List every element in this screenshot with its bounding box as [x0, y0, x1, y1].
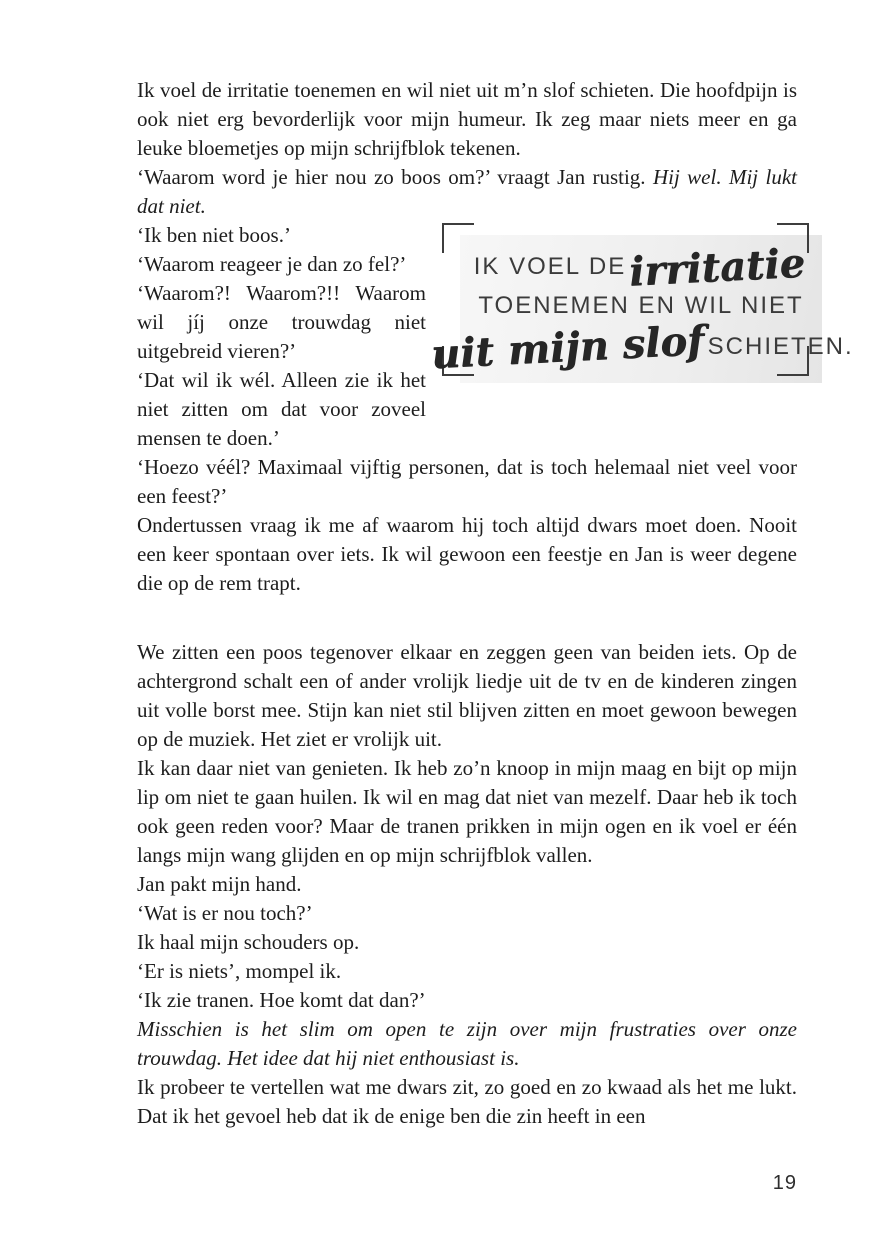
- paragraph: [137, 899, 797, 928]
- paragraph: [137, 957, 797, 986]
- text-run: ‘Dat wil ik wél. Alleen zie ik het niet zitten om dat voor zoveel mensen te doen.’: [137, 368, 426, 450]
- paragraph: [137, 76, 797, 163]
- text-run: ‘Hoezo véél? Maximaal vijftig personen, dat is toch helemaal niet veel voor een feest?’: [137, 455, 797, 508]
- paragraph: [137, 638, 797, 754]
- text-run: ‘Wat is er nou toch?’: [137, 901, 313, 925]
- italic-text-run: Misschien is het slim om open te zijn over mijn frustraties over onze trouwdag. Het idee dat hij niet enthousiast is.: [137, 1017, 797, 1070]
- paragraph: [137, 928, 797, 957]
- pull-quote-line-2: [478, 292, 803, 320]
- text-run: ‘Waarom reageer je dan zo fel?’: [137, 252, 407, 276]
- pull-quote-line-1: [473, 238, 809, 296]
- text-run: Ik voel de irritatie toenemen en wil niet uit m’n slof schieten. Die hoofdpijn is ook niet erg bevorderlijk voor mijn humeur. Ik zeg maar niets meer en ga leuke bloemetjes op mijn schrijfblok tekenen.: [137, 78, 797, 160]
- text-run: Ondertussen vraag ik me af waarom hij toch altijd dwars moet doen. Nooit een keer spontaan over iets. Ik wil gewoon een feestje en Jan is weer degene die op de rem trapt.: [137, 513, 797, 595]
- quote-script-word-irritatie: irritatie: [628, 238, 807, 296]
- page-number: 19: [772, 1172, 797, 1194]
- pull-quote-text: [430, 233, 854, 383]
- text-run: ‘Waarom word je hier nou zo boos om?’ vraagt Jan rustig.: [137, 165, 653, 189]
- paragraph: [137, 453, 797, 511]
- paragraph: [137, 986, 797, 1015]
- paragraph: [137, 163, 797, 221]
- quote-caps-text: SCHIETEN.: [707, 333, 854, 360]
- text-run: Jan pakt mijn hand.: [137, 872, 302, 896]
- pull-quote-line-3: [428, 316, 854, 378]
- text-run: Ik kan daar niet van genieten. Ik heb zo’n knoop in mijn maag en bijt op mijn lip om niet te gaan huilen. Ik wil en mag dat niet van mezelf. Daar heb ik toch ook geen reden voor? Maar de tranen prikken in mijn ogen en ik voel er één langs mijn wang glijden en op mijn schrijfblok vallen.: [137, 756, 797, 867]
- quote-caps-text: TOENEMEN EN WIL NIET: [478, 292, 804, 319]
- text-run: Ik probeer te vertellen wat me dwars zit, zo goed en zo kwaad als het me lukt. Dat ik het gevoel heb dat ik de enige ben die zin heeft in een: [137, 1075, 797, 1128]
- text-run: ‘Ik zie tranen. Hoe komt dat dan?’: [137, 988, 426, 1012]
- quote-caps-text: IK VOEL DE: [473, 253, 627, 280]
- text-run: ‘Ik ben niet boos.’: [137, 223, 291, 247]
- text-run: Ik haal mijn schouders op.: [137, 930, 360, 954]
- quote-script-words-uit-mijn-slof: uit mijn slof: [430, 316, 706, 378]
- text-run: ‘Er is niets’, mompel ik.: [137, 959, 342, 983]
- italic-text-run: Hij wel. Mij lukt dat niet.: [137, 165, 797, 218]
- paragraph: [137, 870, 797, 899]
- paragraph: [137, 754, 797, 870]
- text-run: ‘Waarom?! Waarom?!! Waarom wil jíj onze trouwdag niet uitgebreid vieren?’: [137, 281, 426, 363]
- intro-paragraphs: [137, 76, 797, 221]
- paragraph: [137, 1015, 797, 1073]
- paragraph: [137, 511, 797, 598]
- pull-quote: [430, 223, 854, 383]
- paragraph: [137, 1073, 797, 1131]
- page-text: [137, 76, 854, 1131]
- text-run: We zitten een poos tegenover elkaar en zeggen geen van beiden iets. Op de achtergrond schalt een of ander vrolijk liedje uit de tv en de kinderen zingen uit volle borst mee. Stijn kan niet stil blijven zitten en moet gewoon bewegen op de muziek. Het ziet er vrolijk uit.: [137, 640, 797, 751]
